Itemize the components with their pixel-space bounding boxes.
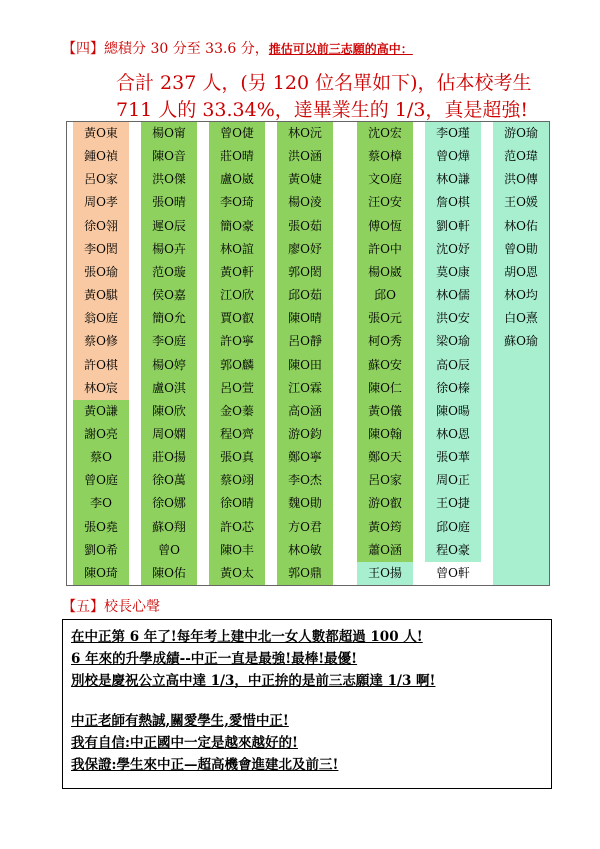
student-name: 許O寧 <box>220 334 254 349</box>
student-name: 陳O晴 <box>288 311 322 326</box>
message-line <box>71 626 551 648</box>
student-name: 詹O棋 <box>436 195 470 210</box>
message-line-text: 在中正第 6 年了!每年考上建中北一女人數都超過 100 人! <box>71 629 423 645</box>
student-name: 張O華 <box>436 450 470 465</box>
student-name: 李O杰 <box>288 473 322 488</box>
student-name: 張O真 <box>220 450 254 465</box>
student-name: 游O鈞 <box>288 426 322 441</box>
student-name: 王O揚 <box>368 565 402 580</box>
student-name: 李O瑾 <box>436 126 470 140</box>
student-name: 曾O <box>158 542 180 557</box>
student-name: 蕭O涵 <box>368 542 402 557</box>
student-name: 遲O辰 <box>152 218 186 233</box>
student-name: 許O芯 <box>220 519 254 534</box>
message-line <box>71 710 551 732</box>
student-name: 徐O萬 <box>152 473 186 488</box>
student-name: 林O恩 <box>436 426 470 441</box>
student-name: 蘇O安 <box>368 357 402 372</box>
student-name: 胡O恩 <box>504 264 538 279</box>
summary-line-2: 711 人的 33.34%，達畢業生的 1/3，真是超強! <box>116 99 529 121</box>
message-line-text: 我有自信:中正國中一定是越來越好的! <box>71 735 298 751</box>
student-name: 黃O謙 <box>84 403 118 418</box>
roster-column-1 <box>73 122 129 585</box>
message-line-text: 中正老師有熱誠,關愛學生,愛惜中正! <box>71 713 289 729</box>
student-name: 蘇O瑜 <box>504 334 538 349</box>
student-name: 蔡O翊 <box>220 473 254 488</box>
student-name: 簡O允 <box>152 311 186 326</box>
student-name: 楊O甯 <box>152 126 186 140</box>
student-name: 洪O傑 <box>152 172 186 187</box>
roster-column-3 <box>209 122 265 585</box>
student-name: 黃O婕 <box>288 172 322 187</box>
student-name: 方O君 <box>288 519 322 534</box>
message-spacer <box>71 692 551 710</box>
student-name: 曾O勛 <box>504 241 538 256</box>
message-line-text: 6 年來的升學成績--中正一直是最強!最棒!最優! <box>71 651 358 667</box>
student-name: 黃O儀 <box>368 403 402 418</box>
student-name: 江O霖 <box>288 380 322 395</box>
student-name: 林O誼 <box>220 241 254 256</box>
student-name: 呂O家 <box>84 172 118 187</box>
student-name: 徐O晴 <box>220 496 254 511</box>
student-name: 郭O閎 <box>288 264 322 279</box>
student-name: 黃O太 <box>220 565 254 580</box>
student-name: 邱O <box>374 288 396 303</box>
section-four-note: 推估可以前三志願的高中： <box>268 42 413 56</box>
student-name: 李O <box>90 496 112 511</box>
student-name: 周O孝 <box>84 195 118 210</box>
student-name: 楊O淩 <box>288 195 322 210</box>
student-name: 游O叡 <box>368 496 402 511</box>
student-name: 游O瑜 <box>504 126 538 140</box>
student-name: 張O晴 <box>152 195 186 210</box>
student-name: 曾O燁 <box>436 149 470 164</box>
student-name: 陳O欣 <box>152 403 186 418</box>
roster-column-5 <box>357 122 413 585</box>
student-name: 邱O庭 <box>436 519 470 534</box>
roster-column-7 <box>493 122 549 585</box>
student-name: 陳O暘 <box>436 403 470 418</box>
student-name: 陳O翰 <box>368 426 402 441</box>
student-name: 魏O勛 <box>288 496 322 511</box>
student-name: 金O蓁 <box>220 403 254 418</box>
student-name: 文O庭 <box>368 172 402 187</box>
student-name: 李O閎 <box>84 241 118 256</box>
student-name: 曾O軒 <box>436 565 470 580</box>
student-name: 盧O崴 <box>220 172 254 187</box>
student-name: 郭O麟 <box>220 357 254 372</box>
student-name: 黃O筠 <box>368 519 402 534</box>
student-name: 郭O鼎 <box>288 565 322 580</box>
section-five-heading: 【五】校長心聲 <box>62 599 160 615</box>
student-name: 王O媛 <box>504 195 538 210</box>
student-name: 楊O卉 <box>152 241 186 256</box>
student-name: 傅O恆 <box>368 218 402 233</box>
student-name: 廖O妤 <box>288 241 322 256</box>
message-line <box>71 732 551 754</box>
student-name: 黃O東 <box>84 126 118 140</box>
message-line <box>71 648 551 670</box>
student-name: 呂O萱 <box>220 380 254 395</box>
message-line <box>71 754 551 776</box>
student-name: 洪O傳 <box>504 172 538 187</box>
student-name: 林O儒 <box>436 288 470 303</box>
student-name: 謝O亮 <box>84 426 118 441</box>
student-name: 周O嫻 <box>152 426 186 441</box>
student-name: 范O瑋 <box>504 149 538 164</box>
student-name: 徐O翎 <box>84 218 118 233</box>
student-name: 徐O娜 <box>152 496 186 511</box>
student-name: 梁O瑜 <box>436 334 470 349</box>
student-name: 劉O希 <box>84 542 118 557</box>
student-name: 徐O榛 <box>436 380 470 395</box>
student-name: 張O堯 <box>84 519 118 534</box>
section-four-label: 【四】總積分 30 分至 33.6 分， <box>62 41 269 57</box>
student-name: 侯O嘉 <box>152 288 186 303</box>
message-line-text: 別校是慶祝公立高中達 1/3，中正拚的是前三志願達 1/3 啊! <box>71 673 436 689</box>
student-name: 蘇O翔 <box>152 519 186 534</box>
summary-statement <box>116 70 532 124</box>
student-name: 陳O丰 <box>220 542 254 557</box>
student-name: 江O欣 <box>220 288 254 303</box>
roster-column-6 <box>425 122 481 585</box>
student-name: 許O中 <box>368 241 402 256</box>
student-name: 劉O軒 <box>436 218 470 233</box>
student-name: 陳O佑 <box>152 565 186 580</box>
message-line-text: 我保證:學生來中正—超高機會進建北及前三! <box>71 757 339 773</box>
student-name: 林O敏 <box>288 542 322 557</box>
student-name: 陳O仁 <box>368 380 402 395</box>
student-name: 張O瑜 <box>84 264 118 279</box>
student-name: 鄭O寧 <box>288 450 322 465</box>
student-name: 黃O騏 <box>84 288 118 303</box>
student-name: 張O茹 <box>288 218 322 233</box>
student-name: 林O均 <box>504 288 538 303</box>
student-name: 李O琦 <box>220 195 254 210</box>
student-name: 賈O叡 <box>220 311 254 326</box>
student-name: 曾O倢 <box>220 126 254 140</box>
student-name: 簡O豪 <box>220 218 254 233</box>
student-name: 蔡O樟 <box>368 149 402 164</box>
student-name: 林O謙 <box>436 172 470 187</box>
student-name: 林O佑 <box>504 218 538 233</box>
student-name: 翁O庭 <box>84 311 118 326</box>
student-name: 洪O涵 <box>288 149 322 164</box>
section-four-heading <box>62 38 413 58</box>
student-name: 洪O安 <box>436 311 470 326</box>
summary-line-1: 合計 237 人，(另 120 位名單如下)，佔本校考生 <box>116 72 532 94</box>
student-name: 汪O安 <box>368 195 402 210</box>
student-name: 陳O音 <box>152 149 186 164</box>
student-name: 莊O晴 <box>220 149 254 164</box>
student-name: 張O元 <box>368 311 402 326</box>
student-name: 沈O宏 <box>368 126 402 140</box>
student-name: 陳O田 <box>288 357 322 372</box>
student-name: 呂O靜 <box>288 334 322 349</box>
student-name: 高O辰 <box>436 357 470 372</box>
student-name: 王O捷 <box>436 496 470 511</box>
student-name: 陳O琦 <box>84 565 118 580</box>
student-name: 鄭O天 <box>368 450 402 465</box>
student-name: 曾O庭 <box>84 473 118 488</box>
student-name: 周O正 <box>436 473 470 488</box>
student-name: 盧O淇 <box>152 380 186 395</box>
student-name: 鍾O禎 <box>84 149 118 164</box>
student-name: 程O豪 <box>436 542 470 557</box>
principal-message-box <box>62 619 552 789</box>
student-name: 柯O秀 <box>368 334 402 349</box>
message-line <box>71 670 551 692</box>
student-name: 林O沅 <box>288 126 322 140</box>
student-name: 呂O家 <box>368 473 402 488</box>
student-name: 莊O揚 <box>152 450 186 465</box>
student-name: 蔡O修 <box>84 334 118 349</box>
student-name: 蔡O <box>90 450 112 465</box>
student-name: 楊O崴 <box>368 264 402 279</box>
roster-column-4 <box>277 122 333 585</box>
student-name: 楊O婷 <box>152 357 186 372</box>
student-roster-table <box>66 121 550 586</box>
student-name: 沈O妤 <box>436 241 470 256</box>
student-name: 莫O康 <box>436 264 470 279</box>
student-name: 范O璇 <box>152 264 186 279</box>
student-name: 黃O軒 <box>220 264 254 279</box>
student-name: 高O涵 <box>288 403 322 418</box>
student-name: 林O宸 <box>84 380 118 395</box>
student-name: 程O齊 <box>220 426 254 441</box>
student-name: 白O熹 <box>504 311 538 326</box>
roster-column-2 <box>141 122 197 585</box>
student-name: 邱O茹 <box>288 288 322 303</box>
student-name: 許O棋 <box>84 357 118 372</box>
student-name: 李O庭 <box>152 334 186 349</box>
